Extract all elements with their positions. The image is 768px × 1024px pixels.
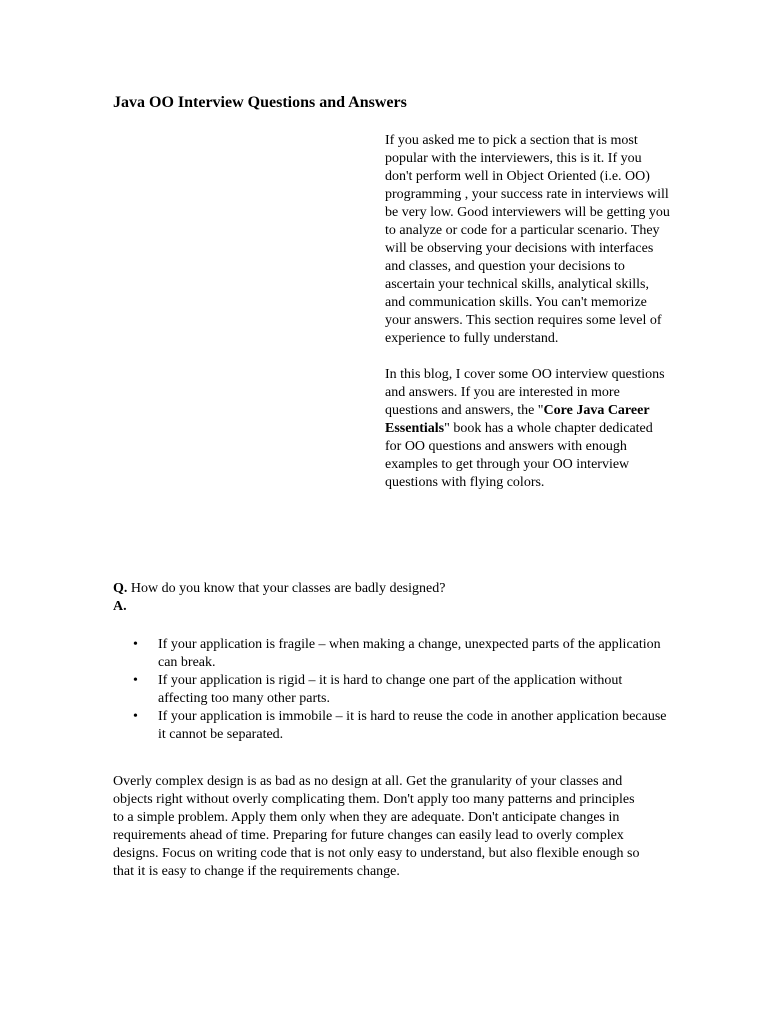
list-item: [113, 708, 673, 744]
intro-paragraph-2-start: In this blog, I cover some OO interview questions and answers. If you are interested in more questions and answers, the ": [385, 367, 665, 418]
question-line: [113, 580, 673, 598]
question-text: How do you know that your classes are badly designed?: [127, 581, 446, 596]
list-item: [113, 636, 673, 672]
document-title: Java OO Interview Questions and Answers: [113, 94, 407, 111]
intro-paragraph-1: If you asked me to pick a section that is most popular with the interviewers, this is it. If you don't perform well in Object Oriented (i.e. OO) programming , your success rate in interviews will be very low. Good interviewers will be getting you to analyze or code for a particular scenario. They will be observing your decisions with interfaces and classes, and question your decisions to ascertain your technical skills, analytical skills, and communication skills. You can't memorize your answers. This section requires some level of experience to fully understand.: [385, 133, 670, 346]
book-title: Core Java Career Essentials: [385, 403, 650, 436]
list-item-text: If your application is immobile – it is hard to reuse the code in another application because it cannot be separated.: [158, 709, 667, 742]
list-item-text: If your application is rigid – it is hard to change one part of the application without affecting too many other parts.: [158, 673, 623, 706]
intro-section: [385, 132, 670, 510]
answer-label: A.: [113, 599, 127, 614]
bullet-icon: •: [133, 637, 138, 652]
list-item-text: If your application is fragile – when making a change, unexpected parts of the application can break.: [158, 637, 661, 670]
answer-line: [113, 598, 673, 616]
conclusion-paragraph: Overly complex design is as bad as no design at all. Get the granularity of your classes and objects right without overly complicating them. Don't apply too many patterns and principles to a simple problem. Apply them only when they are adequate. Don't anticipate changes in requirements ahead of time. Preparing for future changes can easily lead to overly complex designs. Focus on writing code that is not only easy to understand, but also flexible enough so that it is easy to change if the requirements change.: [113, 774, 640, 879]
intro-paragraph-2-end: " book has a whole chapter dedicated for OO questions and answers with enough examples to get through your OO interview questions with flying colors.: [385, 421, 653, 490]
intro-paragraph-2: [385, 366, 670, 492]
bullet-icon: •: [133, 673, 138, 688]
list-item: [113, 672, 673, 708]
question-label: Q.: [113, 581, 128, 596]
bullet-icon: •: [133, 709, 138, 724]
question-answer-section: [113, 580, 673, 744]
answer-bullet-list: [113, 636, 673, 744]
